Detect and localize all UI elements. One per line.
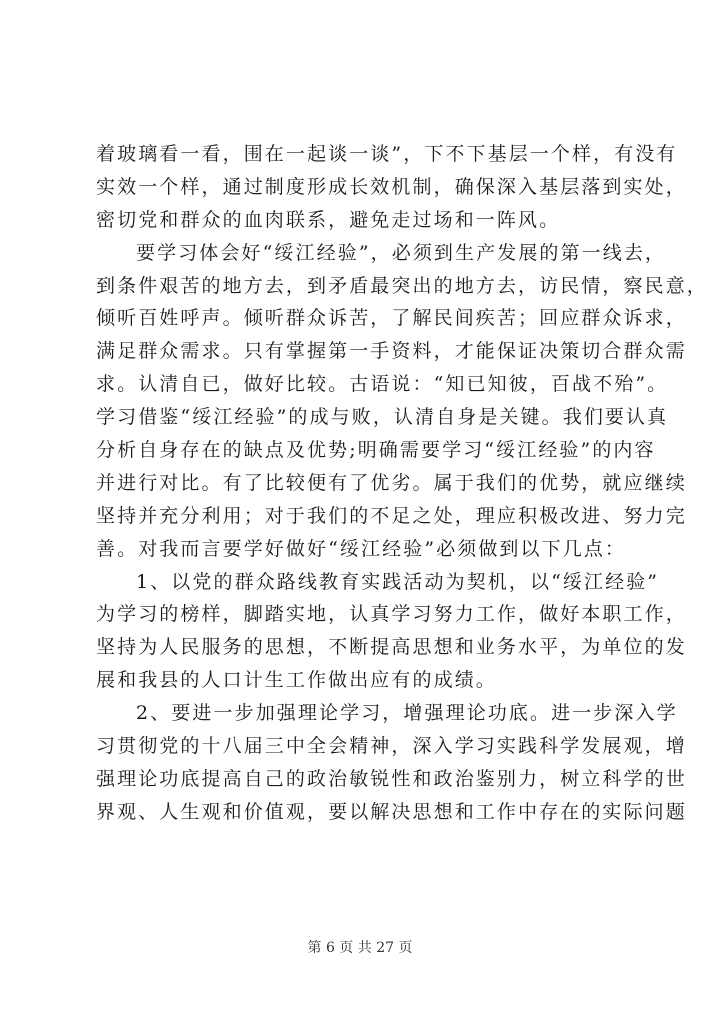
text-line: 界观、人生观和价值观，要以解决思想和工作中存在的实际问题 — [96, 800, 687, 823]
text-line: 学习借鉴“绥江经验”的成与败，认清自身是关键。我们要认真 — [96, 406, 669, 429]
text-line: 展和我县的人口计生工作做出应有的成绩。 — [96, 669, 497, 692]
text-line: 习贯彻党的十八届三中全会精神，深入学习实践科学发展观，增 — [96, 735, 687, 758]
text-line: 为学习的榜样，脚踏实地，认真学习努力工作，做好本职工作， — [96, 603, 687, 626]
text-line: 实效一个样，通过制度形成长效机制，确保深入基层落到实处， — [96, 175, 687, 198]
text-line: 求。认清自已，做好比较。古语说：“知已知彼，百战不殆”。 — [96, 373, 669, 396]
text-line: 倾听百姓呼声。倾听群众诉苦，了解民间疾苦；回应群众诉求， — [96, 307, 687, 330]
text-line: 到条件艰苦的地方去，到矛盾最突出的地方去，访民情，察民意， — [96, 274, 708, 297]
body-text — [96, 138, 708, 829]
text-line: 分析自身存在的缺点及优势;明确需要学习“绥江经验”的内容 — [96, 439, 656, 462]
text-line: 并进行对比。有了比较便有了优劣。属于我们的优势，就应继续 — [96, 471, 687, 494]
page-footer: 第 6 页 共 27 页 — [307, 940, 413, 956]
text-line: 善。对我而言要学好做好“绥江经验”必须做到以下几点： — [96, 537, 627, 560]
text-line: 密切党和群众的血肉联系，避免走过场和一阵风。 — [96, 208, 561, 231]
paragraph-first-line: 2、要进一步加强理论学习，增强理论功底。进一步深入学 — [136, 702, 678, 725]
text-line: 着玻璃看一看，围在一起谈一谈”，下不下基层一个样，有没有 — [96, 143, 678, 165]
text-line: 强理论功底提高自己的政治敏锐性和政治鉴别力，树立科学的世 — [96, 767, 687, 790]
text-line: 满足群众需求。只有掌握第一手资料，才能保证决策切合群众需 — [96, 340, 687, 363]
text-line: 坚持并充分利用；对于我们的不足之处，理应积极改进、努力完 — [96, 504, 687, 527]
paragraph-first-line: 1、以党的群众路线教育实践活动为契机，以“绥江经验” — [136, 570, 660, 593]
paragraph-first-line: 要学习体会好“绥江经验”，必须到生产发展的第一线去， — [136, 241, 667, 264]
text-line: 坚持为人民服务的思想，不断提高思想和业务水平，为单位的发 — [96, 636, 687, 659]
